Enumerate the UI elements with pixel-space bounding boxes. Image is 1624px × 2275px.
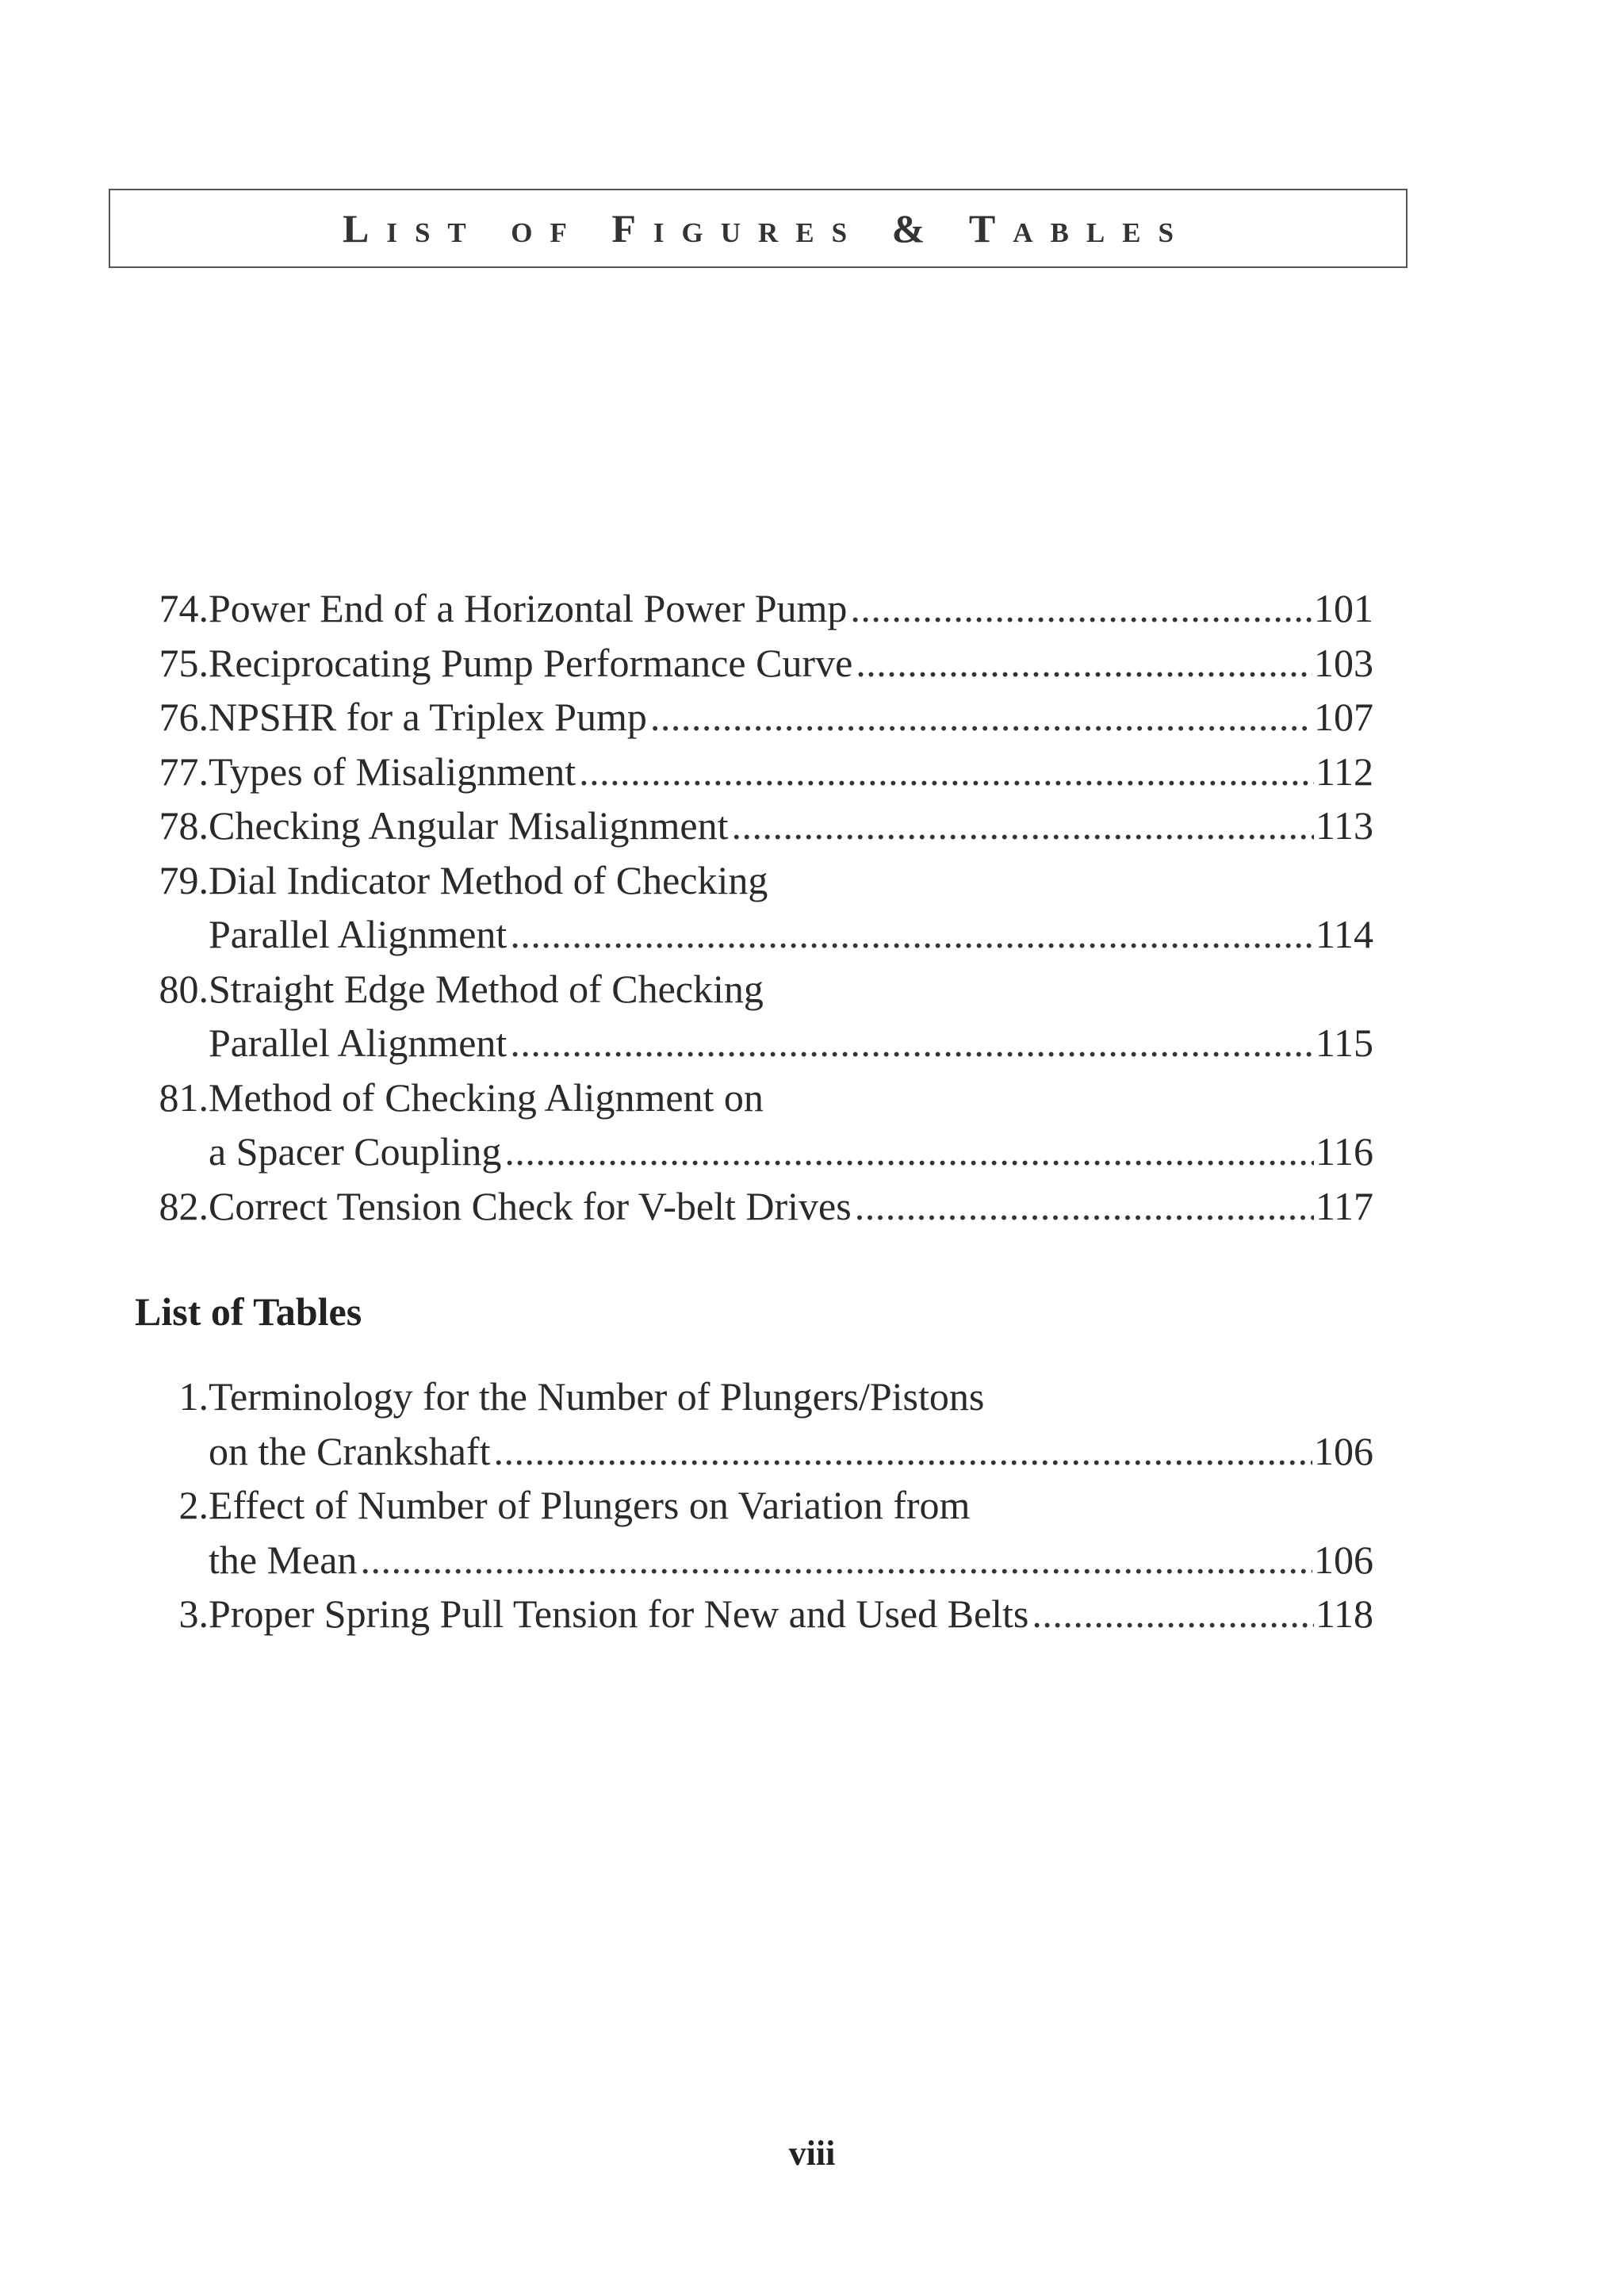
entry-title: the Mean: [209, 1537, 358, 1582]
entry-title-line: Effect of Number of Plungers on Variation from: [209, 1483, 971, 1527]
entry-number: 77.: [159, 749, 209, 794]
entry-number: 3.: [178, 1591, 209, 1636]
figure-entry: [135, 690, 1373, 745]
entry-title-line: Dial Indicator Method of Checking: [209, 857, 768, 902]
dot-leader: [579, 745, 1314, 799]
dot-leader: [855, 1179, 1314, 1234]
entry-title: Types of Misalignment: [209, 749, 576, 794]
table-entry: [135, 1587, 1373, 1641]
figures-list: [135, 581, 1373, 1233]
entry-number: 82.: [159, 1183, 209, 1228]
figure-entry: [135, 853, 1373, 962]
title-box: [109, 189, 1408, 268]
dot-leader: [856, 636, 1312, 691]
entry-number: 79.: [159, 857, 209, 902]
dot-leader: [360, 1533, 1312, 1588]
dot-leader: [510, 907, 1314, 962]
entry-number: 78.: [159, 803, 209, 848]
entry-number: 81.: [159, 1074, 209, 1120]
figure-entry: [135, 581, 1373, 636]
tables-list: [135, 1369, 1373, 1641]
entry-title: on the Crankshaft: [209, 1428, 491, 1473]
entry-number: 75.: [159, 640, 209, 685]
dot-leader: [510, 1016, 1314, 1070]
dot-leader: [1032, 1587, 1313, 1641]
figure-entry: [135, 636, 1373, 691]
entry-title-line: Straight Edge Method of Checking: [209, 966, 764, 1011]
dot-leader: [650, 690, 1312, 745]
entry-title: Proper Spring Pull Tension for New and Used Belts: [209, 1591, 1029, 1636]
table-entry: [135, 1478, 1373, 1587]
figure-entry: [135, 962, 1373, 1070]
figure-entry: [135, 745, 1373, 799]
entry-title: Reciprocating Pump Performance Curve: [209, 640, 853, 685]
table-entry: [135, 1369, 1373, 1478]
tables-heading: List of Tables: [135, 1289, 362, 1334]
entry-page-number: 107: [1314, 695, 1373, 739]
entry-number: 74.: [159, 586, 209, 630]
page-title: List of Figures & Tables: [342, 206, 1191, 251]
entry-page-number: 117: [1315, 1183, 1373, 1228]
entry-page-number: 115: [1315, 1021, 1373, 1065]
entry-page-number: 112: [1315, 749, 1373, 794]
entry-page-number: 118: [1315, 1591, 1373, 1636]
dot-leader: [731, 799, 1313, 853]
entry-title: Parallel Alignment: [209, 912, 508, 956]
entry-page-number: 101: [1314, 586, 1373, 630]
entry-number: 1.: [178, 1374, 209, 1419]
entry-title: Power End of a Horizontal Power Pump: [209, 586, 848, 630]
entry-page-number: 116: [1315, 1129, 1373, 1174]
entry-page-number: 114: [1315, 912, 1373, 956]
dot-leader: [504, 1124, 1313, 1179]
figure-entry: [135, 1070, 1373, 1179]
entry-title-line: Method of Checking Alignment on: [209, 1074, 764, 1120]
entry-title: NPSHR for a Triplex Pump: [209, 695, 647, 739]
dot-leader: [850, 581, 1312, 636]
entry-page-number: 113: [1315, 803, 1373, 848]
entry-number: 80.: [159, 966, 209, 1011]
entry-page-number: 106: [1314, 1537, 1373, 1582]
entry-number: 2.: [178, 1483, 209, 1527]
figure-entry: [135, 1179, 1373, 1234]
entry-page-number: 103: [1314, 640, 1373, 685]
entry-page-number: 106: [1314, 1428, 1373, 1473]
entry-number: 76.: [159, 695, 209, 739]
entry-title: Correct Tension Check for V-belt Drives: [209, 1183, 852, 1228]
entry-title: Checking Angular Misalignment: [209, 803, 729, 848]
entry-title: Parallel Alignment: [209, 1021, 508, 1065]
entry-title: a Spacer Coupling: [209, 1129, 502, 1174]
figure-entry: [135, 799, 1373, 853]
entry-title-line: Terminology for the Number of Plungers/Pistons: [209, 1374, 985, 1419]
dot-leader: [493, 1424, 1312, 1479]
page-number: viii: [788, 2134, 836, 2173]
